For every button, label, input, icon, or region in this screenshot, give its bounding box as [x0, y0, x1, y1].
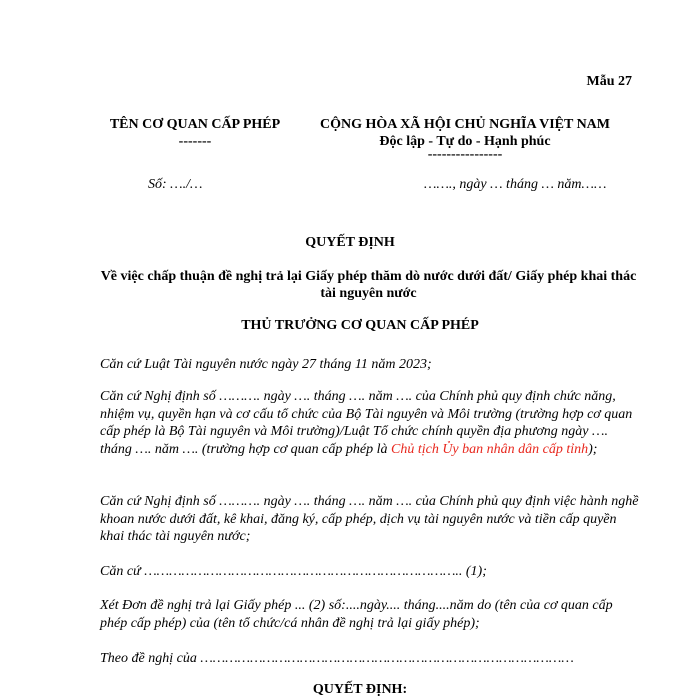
- agency-header: [100, 116, 290, 150]
- country-name: CỘNG HÒA XÃ HỘI CHỦ NGHĨA VIỆT NAM: [319, 117, 610, 132]
- para2-end: );: [588, 441, 598, 457]
- national-header: [300, 116, 630, 160]
- legal-basis-decree-functions: [100, 388, 640, 458]
- motto-rule: ----------------: [427, 147, 503, 162]
- document-subject: Về việc chấp thuận đề nghị trả lại Giấy phép thăm dò nước dưới đất/ Giấy phép khai thác tài nguyên nước: [100, 269, 637, 301]
- document-date: ……., ngày … tháng … năm……: [424, 177, 607, 192]
- issuing-authority: THỦ TRƯỞNG CƠ QUAN CẤP PHÉP: [241, 318, 479, 333]
- proposal-line: Theo đề nghị của ………………………………………………………………………………: [100, 651, 574, 666]
- agency-rule: -------: [178, 134, 212, 149]
- para2-text: Căn cứ Nghị định số ………. ngày …. tháng …. năm …. của Chính phủ quy định chức năng, nhiệm vụ, quyền hạn và cơ cấu tổ chức của Bộ Tài nguyên và Môi trường (trường hợp cơ quan cấp phép là Bộ Tài nguyên và Môi trường)/Luật Tổ chức chính quyền địa phương ngày …. tháng …. năm …. (trường hợp cơ quan cấp phép là: [100, 389, 633, 457]
- document-title: QUYẾT ĐỊNH: [305, 235, 395, 250]
- application-review: Xét Đơn đề nghị trả lại Giấy phép ... (2) số:....ngày.... tháng....năm do (tên của cơ quan cấp phép cấp phép) của (tên tổ chức/cá nhân đề nghị trả lại giấy phép);: [100, 598, 613, 631]
- form-number: Mẫu 27: [586, 74, 632, 89]
- legal-basis-decree-licensing: Căn cứ Nghị định số ………. ngày …. tháng …. năm …. của Chính phủ quy định việc hành nghề khoan nước dưới đất, kê khai, đăng ký, cấp phép, dịch vụ tài nguyên nước và tiền cấp quyền khai thác tài nguyên nước;: [100, 494, 639, 544]
- decision-heading: QUYẾT ĐỊNH:: [312, 682, 408, 697]
- legal-basis-law: Căn cứ Luật Tài nguyên nước ngày 27 tháng 11 năm 2023;: [100, 357, 432, 372]
- para2-highlight: Chủ tịch Ủy ban nhân dân cấp tỉnh: [390, 441, 589, 457]
- agency-name: TÊN CƠ QUAN CẤP PHÉP: [109, 117, 281, 132]
- document-number: Số: …./…: [148, 177, 203, 192]
- national-motto: Độc lập - Tự do - Hạnh phúc: [379, 134, 551, 149]
- legal-basis-other: Căn cứ ………………………………………………………………….. (1);: [100, 564, 487, 579]
